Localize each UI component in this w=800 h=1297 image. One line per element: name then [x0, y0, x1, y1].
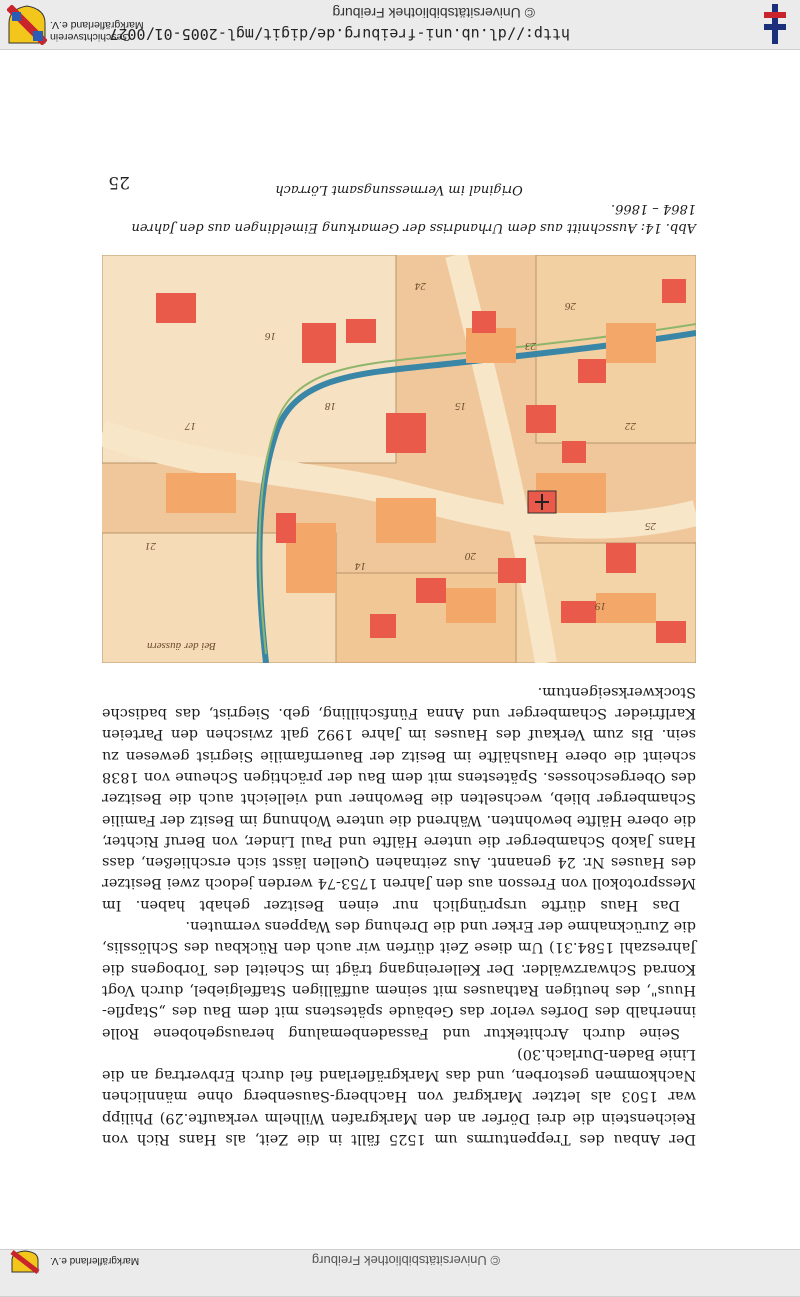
- society-crest-icon: [7, 5, 47, 45]
- paragraph-2: Seine durch Architektur und Fassadenbemalung herausgehobene Rolle innerhalb des Dorfes verlor das Gebäude spätestens mit dem Bau des „Stapfle-Huus", des heutigen Rathauses mit seinem auffälligen Staffelgiebel, durch Vogt Konrad Schwarzwälder. Der Kellereingang trägt im Scheitel des Torbogens die Jahreszahl 1584.31) Um diese Zeit dürfen wir auch den Rückbau des Schlösslis, die Zurücknahme der Erker und die Drehung des Wappens vermuten.: [102, 918, 696, 1041]
- society-line-2: Markgräflerland e.V.: [50, 19, 144, 31]
- paragraph-3: Das Haus dürfte ursprünglich nur einen Besitzer gehabt haben. Im Messprotokoll von Fresson aus den Jahren 1753-74 werden jedoch zwei Besitzer des Hauses Nr. 24 genannt. Aus zeitnahen Quellen lässt sich erschließen, dass Hans Jakob Schamberger die untere Hälfte und Paul Linder, von Beruf Richter, die obere Hälfte bewohnten. Während die untere Wohnung im Besitz der Familie Schamberger blieb, wechselten die Bewohner und vielleicht auch die Besitzer des Obergeschosses. Spätestens mit dem Bau der prächtigen Scheune von 1838 scheint die obere Haushälfte im Besitz der Bauernfamilie Siegrist gewesen zu sein. Bis zum Verkauf des Hauses im Jahre 1992 galt zwischen den Parteien Karlfrieder Schamberger und Anna Fünfschilling, geb. Siegrist, das badische Stockwerkseigentum.: [102, 683, 696, 913]
- historic-map: [102, 255, 696, 663]
- svg-text:18: 18: [325, 400, 336, 412]
- figure-caption: [102, 180, 696, 237]
- paragraph-1: Der Anbau des Treppenturms um 1525 fällt in die Zeit, als Hans Rich von Reichenstein die drei Dörfer an den Markgrafen Wilhelm verkaufte.29) Philipp war 1503 als letzter Markgraf von Hachberg-Sausenberg ohne männlichen Nachkommen gestorben, und das Markgräflerland fiel durch Erbvertrag an die Linie Baden-Durlach.30): [102, 1045, 696, 1147]
- footer-society: Markgräflerland e.V.: [50, 1255, 140, 1266]
- society-line-1: Geschichtsverein: [50, 31, 131, 43]
- svg-text:25: 25: [645, 520, 656, 532]
- body-text: [102, 680, 696, 1149]
- svg-text:20: 20: [465, 550, 476, 562]
- footer-crest-icon: [10, 1250, 40, 1274]
- svg-text:14: 14: [355, 560, 366, 572]
- ub-logo-icon: [760, 4, 790, 44]
- footer-bar: [0, 1249, 800, 1297]
- page-number: 25: [108, 172, 130, 192]
- document-url[interactable]: http://dl.ub.uni-freiburg.de/digit/mgl-2005-01/0027: [109, 25, 570, 43]
- caption-line-1: Abb. 14: Ausschnitt aus dem Urhandriss der Gemarkung Eimeldingen aus den Jahren 1864 – 1866.: [131, 201, 696, 235]
- header-bar: [0, 0, 800, 50]
- caption-line-2: Original im Vermessungsamt Lörrach: [275, 182, 523, 197]
- svg-text:15: 15: [455, 400, 466, 412]
- church-icon: [528, 491, 556, 513]
- society-name: [50, 19, 160, 43]
- svg-text:17: 17: [185, 420, 196, 432]
- svg-text:23: 23: [525, 340, 536, 352]
- svg-text:22: 22: [625, 420, 636, 432]
- footer-copyright: © Universitätsbibliothek Freiburg: [311, 1253, 500, 1268]
- svg-text:16: 16: [265, 330, 276, 342]
- svg-text:26: 26: [565, 300, 576, 312]
- svg-text:24: 24: [415, 280, 426, 292]
- map-drawing: [102, 255, 696, 663]
- svg-text:Bei der äussern: Bei der äussern: [146, 640, 216, 652]
- svg-text:19: 19: [595, 600, 606, 612]
- svg-text:21: 21: [145, 540, 156, 552]
- copyright-text: © Universitätsbibliothek Freiburg: [332, 5, 535, 21]
